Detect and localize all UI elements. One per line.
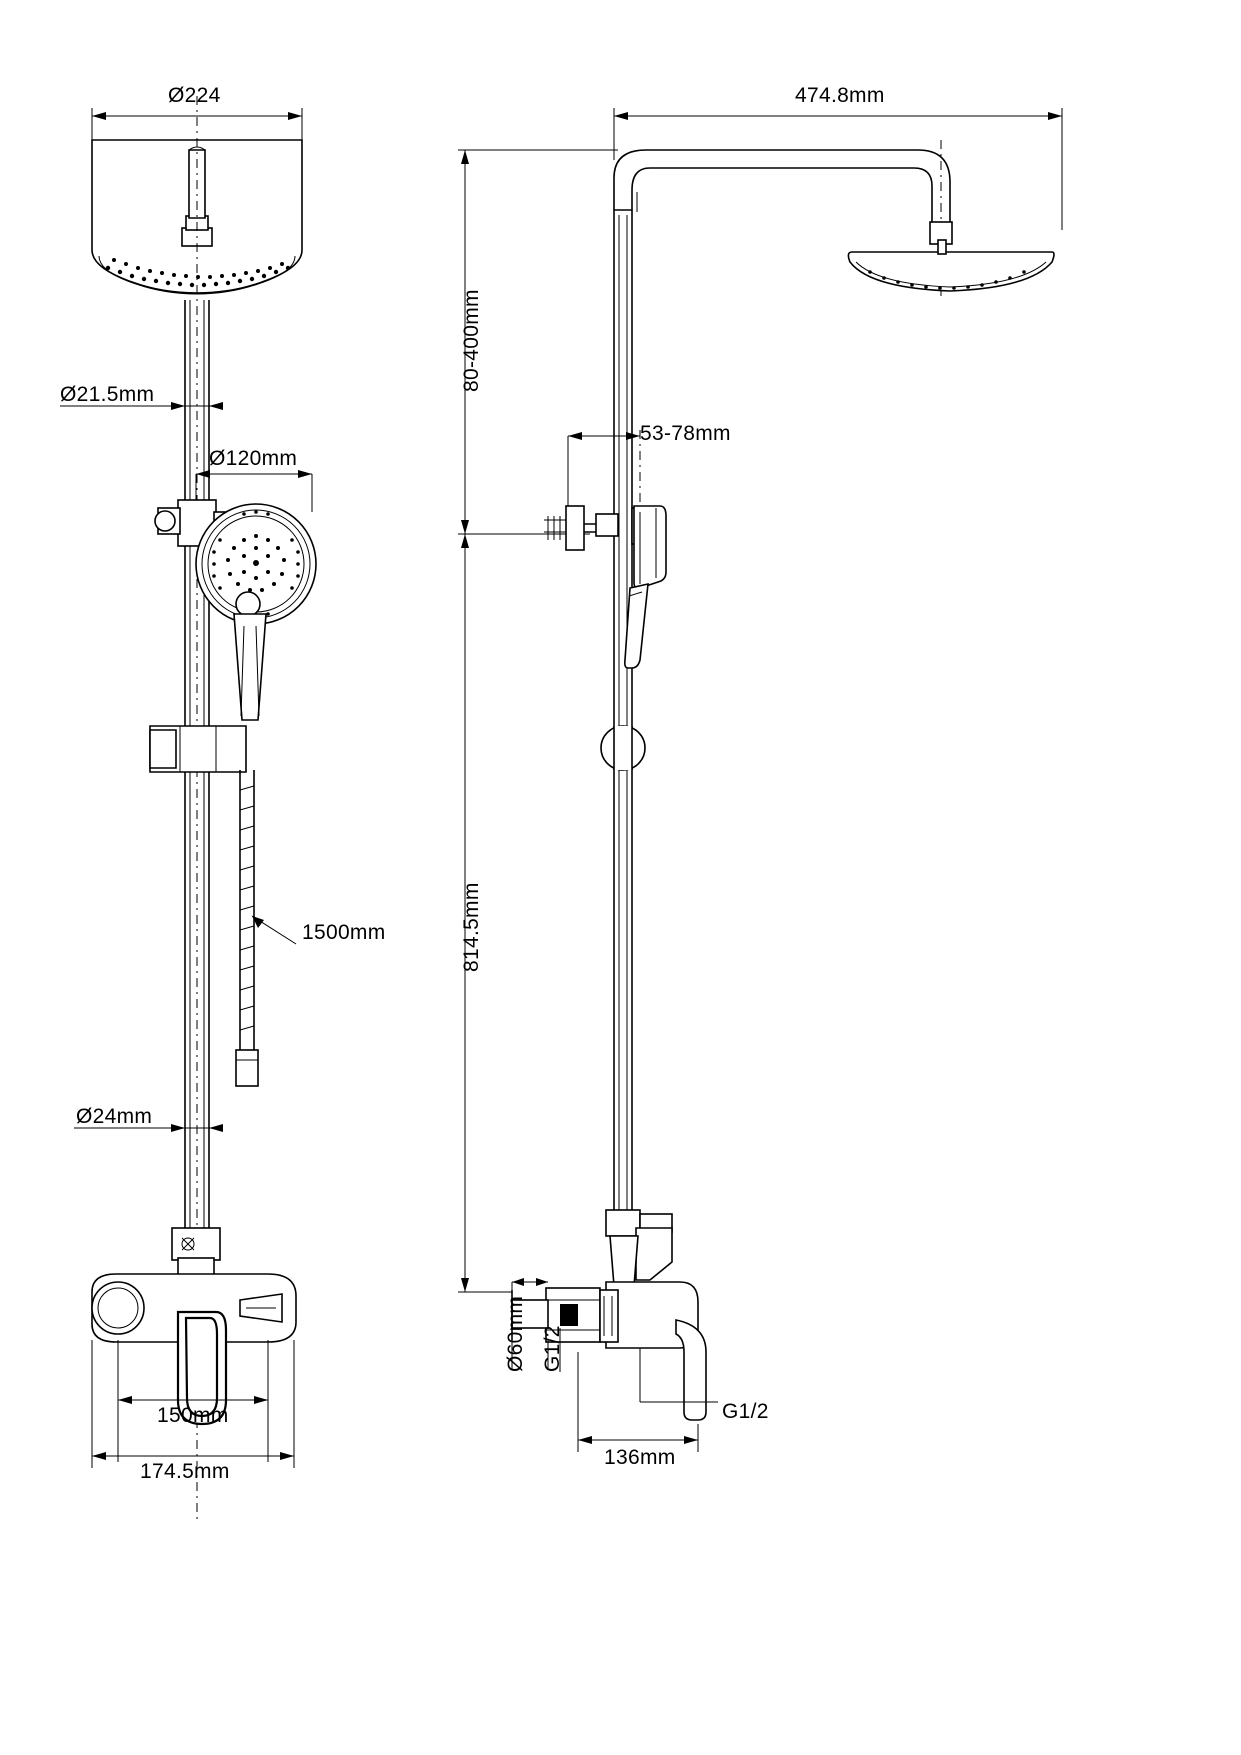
dim-label-inlet-thread-left: G1/2 (541, 1325, 564, 1372)
leader-hose-length (252, 916, 296, 944)
dim-label-mixer-projection: 136mm (604, 1446, 676, 1469)
dim-label-inlet-thread-right: G1/2 (722, 1400, 769, 1423)
dim-label-holder-projection: 53-78mm (640, 422, 731, 445)
dim-label-riser-upper-diameter: Ø21.5mm (60, 383, 155, 406)
dim-label-inlet-centres: 150mm (157, 1404, 229, 1427)
dim-label-hand-shower-diameter: Ø120mm (209, 447, 298, 470)
riser-pipe-side (614, 210, 632, 1240)
overhead-shower-side (848, 222, 1054, 291)
slide-bracket-front (150, 726, 246, 772)
hand-shower-side (625, 506, 666, 668)
riser-ring-side (601, 726, 645, 770)
mixer-body-front (92, 1274, 296, 1424)
dim-label-riser-lower-diameter: Ø24mm (76, 1105, 153, 1128)
dim-label-mixer-width: 174.5mm (140, 1460, 230, 1483)
dim-label-overhead-diameter: Ø224 (168, 84, 221, 107)
dim-label-head-height-adjust: 80-400mm (460, 289, 483, 392)
dim-label-arm-reach: 474.8mm (795, 84, 885, 107)
dim-label-wall-flange-diameter: Ø60mm (504, 1295, 527, 1372)
dim-arm-reach (614, 108, 1062, 230)
riser-connector-side (606, 1210, 672, 1286)
hand-shower-front (196, 504, 316, 720)
dim-label-hose-length: 1500mm (302, 921, 386, 944)
dim-label-total-height: 814.5mm (460, 882, 483, 972)
shower-hose-front (236, 770, 258, 1086)
